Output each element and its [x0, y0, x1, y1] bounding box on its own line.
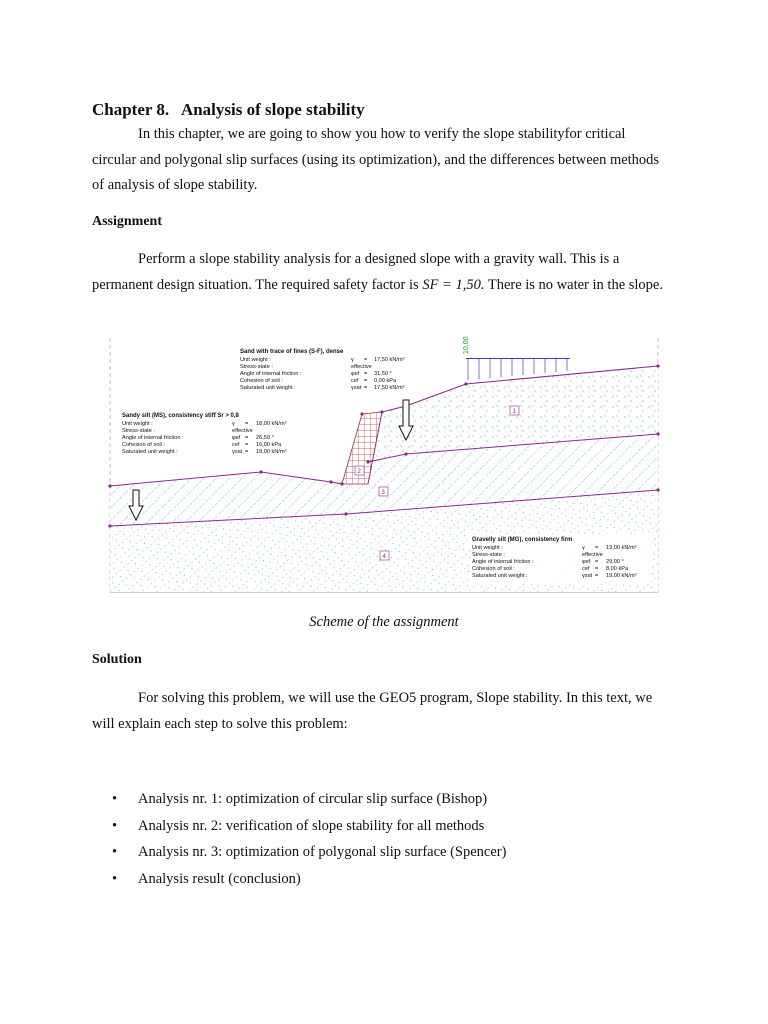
assignment-text-before: Perform a slope stability analysis for a designed slope with a gravity wall. This is a permanent design situation. The required safety factor is — [92, 251, 620, 293]
svg-text:Saturated unit weight :: Saturated unit weight : — [472, 573, 528, 579]
list-item — [112, 842, 506, 869]
svg-text:Cohesion of soil :: Cohesion of soil : — [122, 442, 165, 448]
svg-text:Unit weight :: Unit weight : — [240, 357, 271, 363]
surcharge-load — [463, 336, 570, 380]
svg-text:=: = — [245, 449, 249, 455]
svg-text:Unit weight :: Unit weight : — [472, 545, 503, 551]
list-item-text: Analysis nr. 1: optimization of circular slip surface (Bishop) — [138, 791, 488, 807]
svg-text:γsat: γsat — [351, 385, 362, 391]
analysis-list — [112, 789, 506, 895]
svg-text:4: 4 — [382, 554, 386, 560]
svg-text:19,00 kN/m³: 19,00 kN/m³ — [606, 573, 637, 579]
svg-text:Gravelly silt (MG), consistenc: Gravelly silt (MG), consistency firm — [472, 537, 573, 543]
svg-text:Sand with trace of fines (S-F): Sand with trace of fines (S-F), dense — [240, 349, 344, 355]
list-item — [112, 789, 506, 816]
svg-text:Angle of internal friction :: Angle of internal friction : — [240, 371, 302, 377]
bullet-icon: • — [112, 817, 118, 834]
svg-text:=: = — [245, 442, 249, 448]
svg-text:φef: φef — [351, 371, 360, 377]
solution-heading: Solution — [92, 652, 142, 667]
svg-text:Angle of internal friction :: Angle of internal friction : — [472, 559, 534, 565]
svg-text:Stress-state :: Stress-state : — [240, 364, 273, 370]
load-value: 10,00 — [463, 336, 470, 354]
svg-text:cef: cef — [582, 566, 590, 572]
svg-text:17,50 kN/m³: 17,50 kN/m³ — [374, 357, 405, 363]
solution-paragraph: For solving this problem, we will use the GEO5 program, Slope stability. In this text, we will explain each step to solve this problem: — [92, 690, 653, 732]
soil-info-sand — [238, 346, 418, 398]
svg-text:Stress-state :: Stress-state : — [122, 428, 155, 434]
svg-text:effective: effective — [582, 552, 603, 558]
region-label-1 — [510, 406, 519, 415]
bullet-icon: • — [112, 844, 118, 860]
svg-text:16,00 kPa: 16,00 kPa — [256, 442, 282, 448]
svg-text:γ: γ — [582, 545, 585, 551]
svg-text:Cohesion of soil :: Cohesion of soil : — [240, 378, 283, 384]
assignment-text-after: There is no water in the slope. — [484, 276, 663, 293]
svg-text:26,50 °: 26,50 ° — [256, 435, 274, 441]
svg-text:φef: φef — [582, 559, 591, 565]
svg-text:=: = — [364, 357, 368, 363]
svg-text:29,00 °: 29,00 ° — [606, 559, 624, 565]
region-label-3 — [379, 487, 388, 496]
svg-text:Cohesion of soil :: Cohesion of soil : — [472, 566, 515, 572]
safety-factor: SF = 1,50. — [422, 276, 485, 293]
svg-text:Saturated unit weight :: Saturated unit weight : — [240, 385, 296, 391]
assignment-paragraph — [92, 247, 672, 298]
region-label-4 — [380, 551, 389, 560]
svg-text:2: 2 — [357, 469, 361, 475]
svg-text:effective: effective — [232, 428, 253, 434]
svg-text:18,00 kN/m³: 18,00 kN/m³ — [256, 421, 287, 427]
list-item-text: Analysis nr. 2: verification of slope stability for all methods — [138, 817, 485, 834]
svg-text:=: = — [245, 421, 249, 427]
list-item-text: Analysis result (conclusion) — [138, 870, 301, 887]
svg-text:Sandy silt (MS), consistency s: Sandy silt (MS), consistency stiff Sr > 0,8 — [122, 413, 239, 419]
svg-text:Unit weight :: Unit weight : — [122, 421, 153, 427]
soil-info-gravelly-silt — [470, 534, 652, 584]
svg-text:=: = — [364, 378, 368, 384]
intro-paragraph: In this chapter, we are going to show you how to verify the slope stabilityfor critical circular and polygonal slip surfaces (using its optimization), and the differences between methods of analysis of slope stability. — [92, 126, 660, 193]
svg-text:=: = — [595, 573, 599, 579]
svg-text:0,00 kPa: 0,00 kPa — [374, 378, 397, 384]
soil-info-sandy-silt — [120, 410, 302, 460]
svg-text:=: = — [245, 435, 249, 441]
svg-text:Saturated unit weight :: Saturated unit weight : — [122, 449, 178, 455]
svg-text:31,50 °: 31,50 ° — [374, 371, 392, 377]
svg-text:γsat: γsat — [232, 449, 243, 455]
svg-text:=: = — [595, 545, 599, 551]
list-item — [112, 869, 506, 896]
svg-text:18,00 kN/m³: 18,00 kN/m³ — [256, 449, 287, 455]
list-item — [112, 816, 506, 843]
svg-text:Angle of internal friction :: Angle of internal friction : — [122, 435, 184, 441]
svg-text:=: = — [364, 385, 368, 391]
assignment-heading: Assignment — [92, 214, 163, 229]
svg-text:γ: γ — [351, 357, 354, 363]
svg-text:19,00 kN/m³: 19,00 kN/m³ — [606, 545, 637, 551]
svg-text:cef: cef — [232, 442, 240, 448]
svg-text:γsat: γsat — [582, 573, 593, 579]
svg-text:3: 3 — [381, 490, 385, 496]
slope-scheme-figure — [106, 334, 662, 596]
svg-text:8,00 kPa: 8,00 kPa — [606, 566, 629, 572]
svg-text:=: = — [364, 371, 368, 377]
svg-text:Stress-state :: Stress-state : — [472, 552, 505, 558]
svg-text:φef: φef — [232, 435, 241, 441]
region-label-2 — [355, 466, 364, 475]
svg-text:1: 1 — [512, 409, 516, 415]
svg-text:γ: γ — [232, 421, 235, 427]
chapter-title: Chapter 8. Analysis of slope stability — [92, 100, 365, 119]
svg-text:cef: cef — [351, 378, 359, 384]
svg-text:=: = — [595, 566, 599, 572]
list-item-text: Analysis nr. 3: optimization of polygonal slip surface (Spencer) — [138, 844, 507, 860]
bullet-icon: • — [112, 791, 118, 807]
svg-text:effective: effective — [351, 364, 372, 370]
svg-text:17,50 kN/m³: 17,50 kN/m³ — [374, 385, 405, 391]
bullet-icon: • — [112, 870, 118, 887]
figure-caption: Scheme of the assignment — [309, 614, 459, 630]
svg-text:=: = — [595, 559, 599, 565]
